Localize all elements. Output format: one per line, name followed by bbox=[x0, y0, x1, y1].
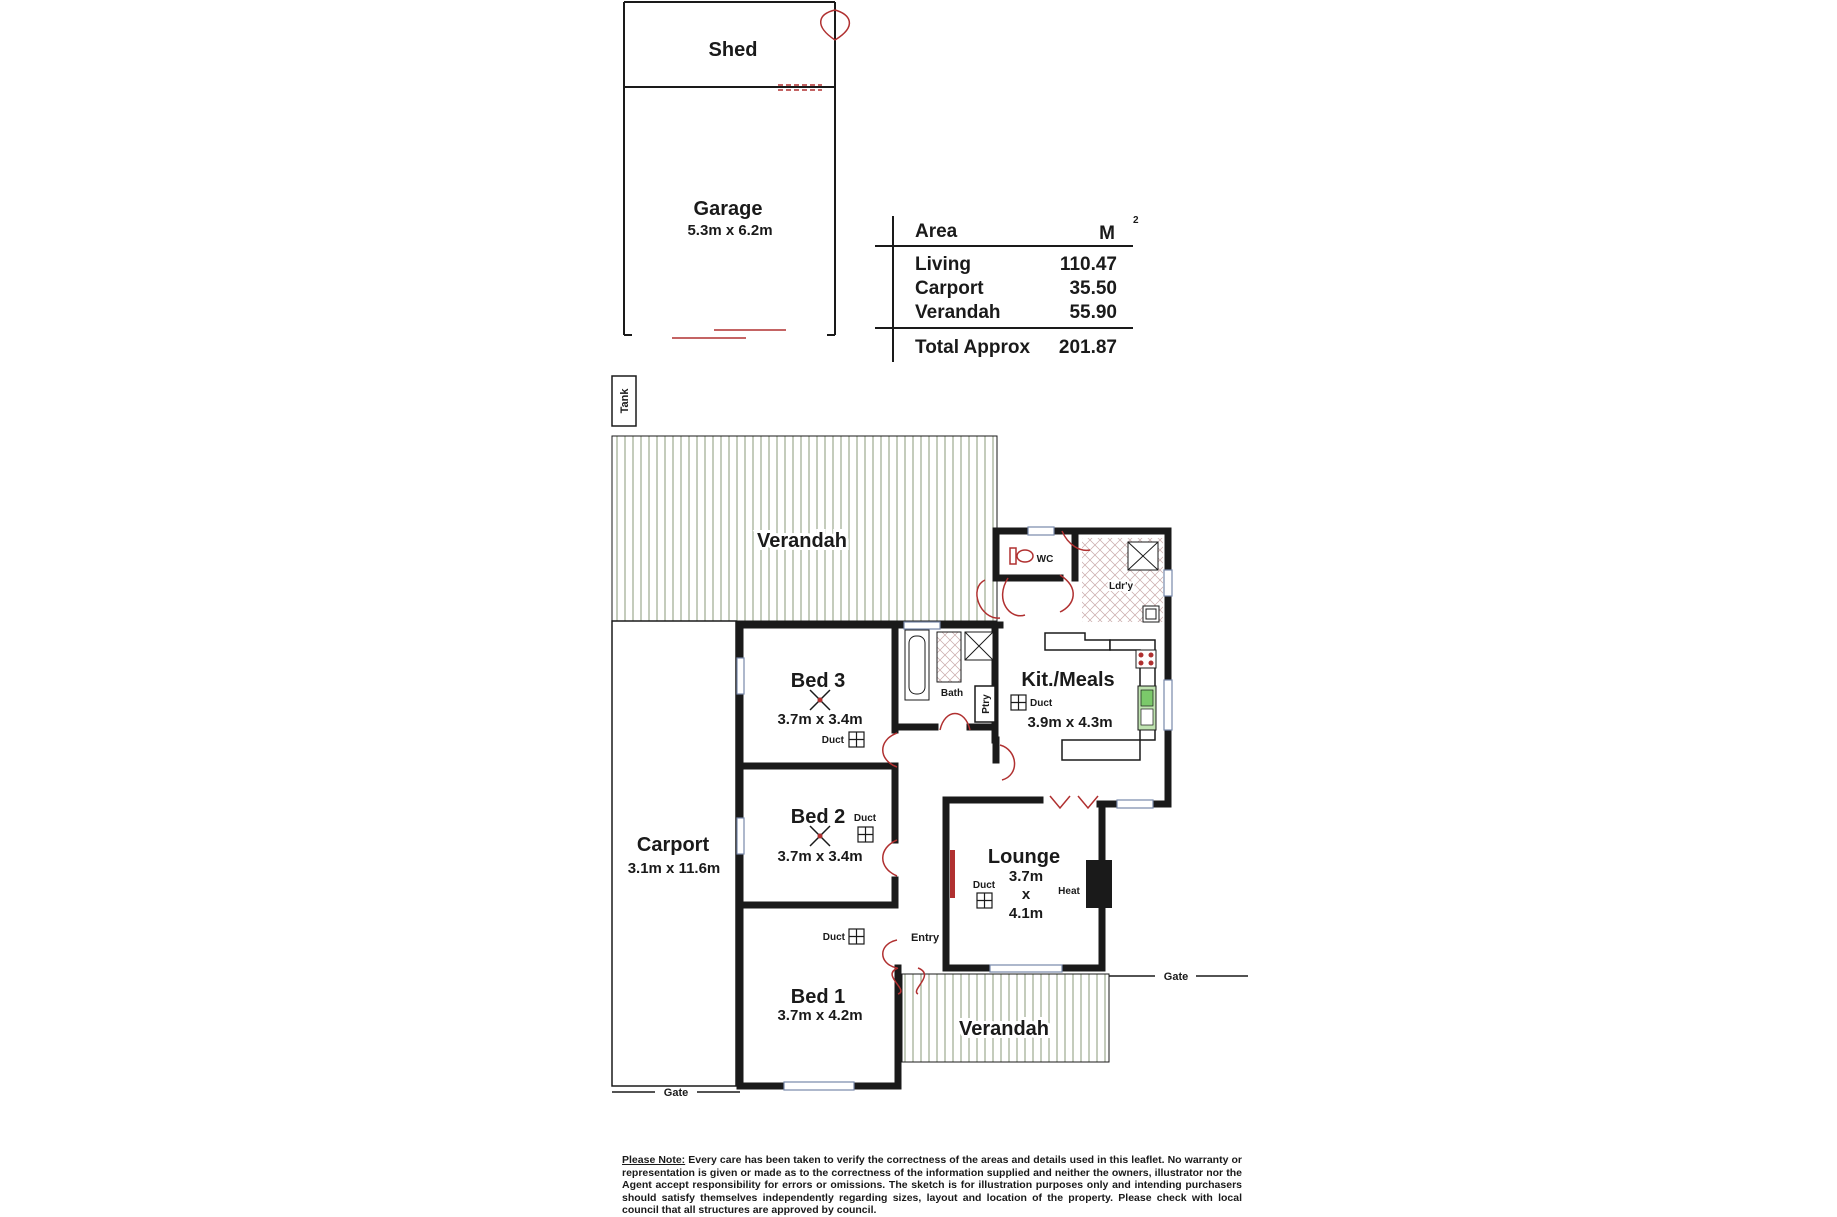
bed1-label: Bed 1 bbox=[790, 986, 846, 1008]
bed3-size: 3.7m x 3.4m bbox=[777, 711, 863, 728]
bed2-size: 3.7m x 3.4m bbox=[777, 848, 863, 865]
verandah-rear-label: Verandah bbox=[756, 530, 848, 552]
disclaimer-note bbox=[622, 1154, 1242, 1217]
bed2-duct-label: Duct bbox=[853, 813, 877, 824]
area-row-living-label: Living bbox=[915, 254, 971, 275]
lounge-label: Lounge bbox=[987, 846, 1061, 868]
lounge-size-h: 4.1m bbox=[1008, 905, 1044, 922]
kitchen-size: 3.9m x 4.3m bbox=[1027, 714, 1113, 731]
lounge-duct-label: Duct bbox=[972, 880, 996, 891]
pantry-label: Ptry bbox=[981, 694, 992, 714]
area-row-verandah-label: Verandah bbox=[915, 302, 1001, 323]
area-row-living-value: 110.47 bbox=[1059, 254, 1117, 275]
lounge-size-x: x bbox=[1021, 886, 1031, 903]
disclaimer-title: Please Note: bbox=[622, 1154, 686, 1166]
tank-label: Tank bbox=[619, 388, 631, 414]
area-header-unit-sup: 2 bbox=[1133, 215, 1139, 226]
verandah-rear bbox=[612, 436, 997, 621]
cooktop bbox=[1136, 650, 1156, 668]
garage-size: 5.3m x 6.2m bbox=[687, 222, 773, 239]
garage-label: Garage bbox=[693, 198, 763, 220]
area-row-verandah-value: 55.90 bbox=[1069, 302, 1117, 323]
area-row-carport-label: Carport bbox=[915, 278, 984, 299]
entry-label: Entry bbox=[910, 932, 940, 944]
toilet bbox=[1010, 548, 1033, 564]
kitchen-duct-label: Duct bbox=[1030, 698, 1053, 709]
area-header-unit: M bbox=[1099, 223, 1115, 244]
disclaimer-text: Every care has been taken to verify the correctness of the areas and details used in this leaflet. No warranty or representation is given or made as to the correctness of the information supplied and neither the owners, illustrator nor the Agent accept responsibility for errors or omissions. The sketch is for illustration purposes only and intending purchasers should satisfy themselves independently regarding sizes, layout and location of the property. Please check with local council that all structures are approved by council. bbox=[622, 1154, 1242, 1217]
bath-label: Bath bbox=[940, 688, 964, 699]
area-total-label: Total Approx bbox=[915, 337, 1031, 358]
gate-bottom-label: Gate bbox=[663, 1087, 689, 1099]
shed-label: Shed bbox=[708, 39, 758, 61]
bed1-size: 3.7m x 4.2m bbox=[777, 1007, 863, 1024]
wc-label: WC bbox=[1036, 554, 1054, 565]
garage-door bbox=[672, 330, 786, 338]
kitchen-sink bbox=[1138, 686, 1156, 730]
area-header-label: Area bbox=[915, 221, 958, 242]
shed-door bbox=[778, 10, 849, 90]
lounge-size-w: 3.7m bbox=[1008, 868, 1044, 885]
fireplace bbox=[1086, 860, 1112, 908]
bed3-label: Bed 3 bbox=[790, 670, 846, 692]
bed3-duct-label: Duct bbox=[821, 735, 844, 746]
carport-size: 3.1m x 11.6m bbox=[627, 860, 721, 877]
area-row-carport-value: 35.50 bbox=[1069, 278, 1117, 299]
carport-label: Carport bbox=[636, 834, 710, 856]
area-total-value: 201.87 bbox=[1058, 337, 1117, 358]
laundry-label: Ldr'y bbox=[1108, 581, 1134, 592]
kitchen-label: Kit./Meals bbox=[1021, 669, 1115, 691]
gate-right-label: Gate bbox=[1163, 971, 1189, 983]
bed2-label: Bed 2 bbox=[790, 806, 846, 828]
verandah-front-label: Verandah bbox=[958, 1018, 1050, 1040]
bed1-duct-label: Duct bbox=[822, 932, 845, 943]
heat-label: Heat bbox=[1058, 886, 1080, 897]
